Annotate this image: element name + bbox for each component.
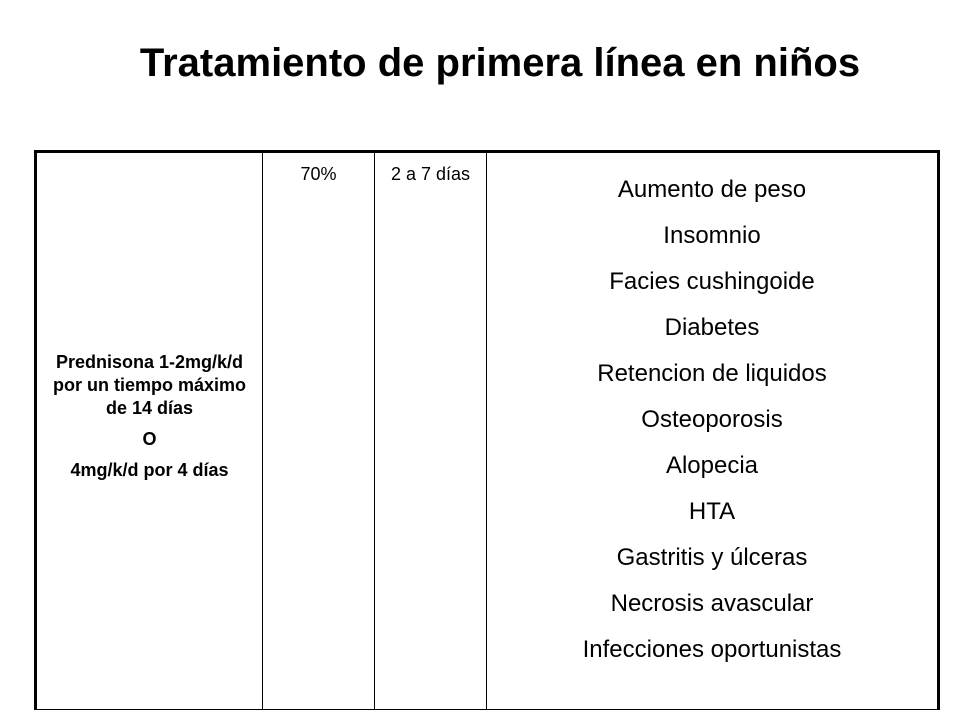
side-effect-item: Diabetes: [664, 314, 760, 341]
side-effect-item: Alopecia: [665, 452, 759, 479]
side-effect-item: Necrosis avascular: [610, 590, 814, 617]
side-effect-item: Facies cushingoide: [609, 268, 815, 295]
response-time: 2 a 7 días: [390, 164, 471, 184]
response-cell: [263, 153, 375, 709]
side-effect-item: Insomnio: [663, 222, 761, 249]
side-effect-item: Osteoporosis: [641, 406, 783, 433]
treatment-table: [34, 150, 940, 710]
drug-cell: [37, 153, 263, 709]
side-effect-item: Aumento de peso: [617, 176, 807, 203]
side-effects-cell: [487, 153, 937, 709]
side-effect-item: Retencion de liquidos: [597, 360, 827, 387]
side-effects-list: [487, 153, 937, 673]
response-rate: 70%: [300, 164, 337, 184]
side-effect-item: Gastritis y úlceras: [616, 544, 808, 571]
slide-title: Tratamiento de primera línea en niños: [139, 41, 861, 85]
drug-dose-primary: Prednisona 1-2mg/k/d por un tiempo máximo de 14 días: [52, 351, 247, 418]
drug-dose-separator: O: [142, 428, 157, 449]
side-effect-item: Infecciones oportunistas: [582, 636, 842, 663]
drug-dose-alternative: 4mg/k/d por 4 días: [70, 459, 229, 480]
time-cell: [375, 153, 487, 709]
side-effect-item: HTA: [688, 498, 736, 525]
